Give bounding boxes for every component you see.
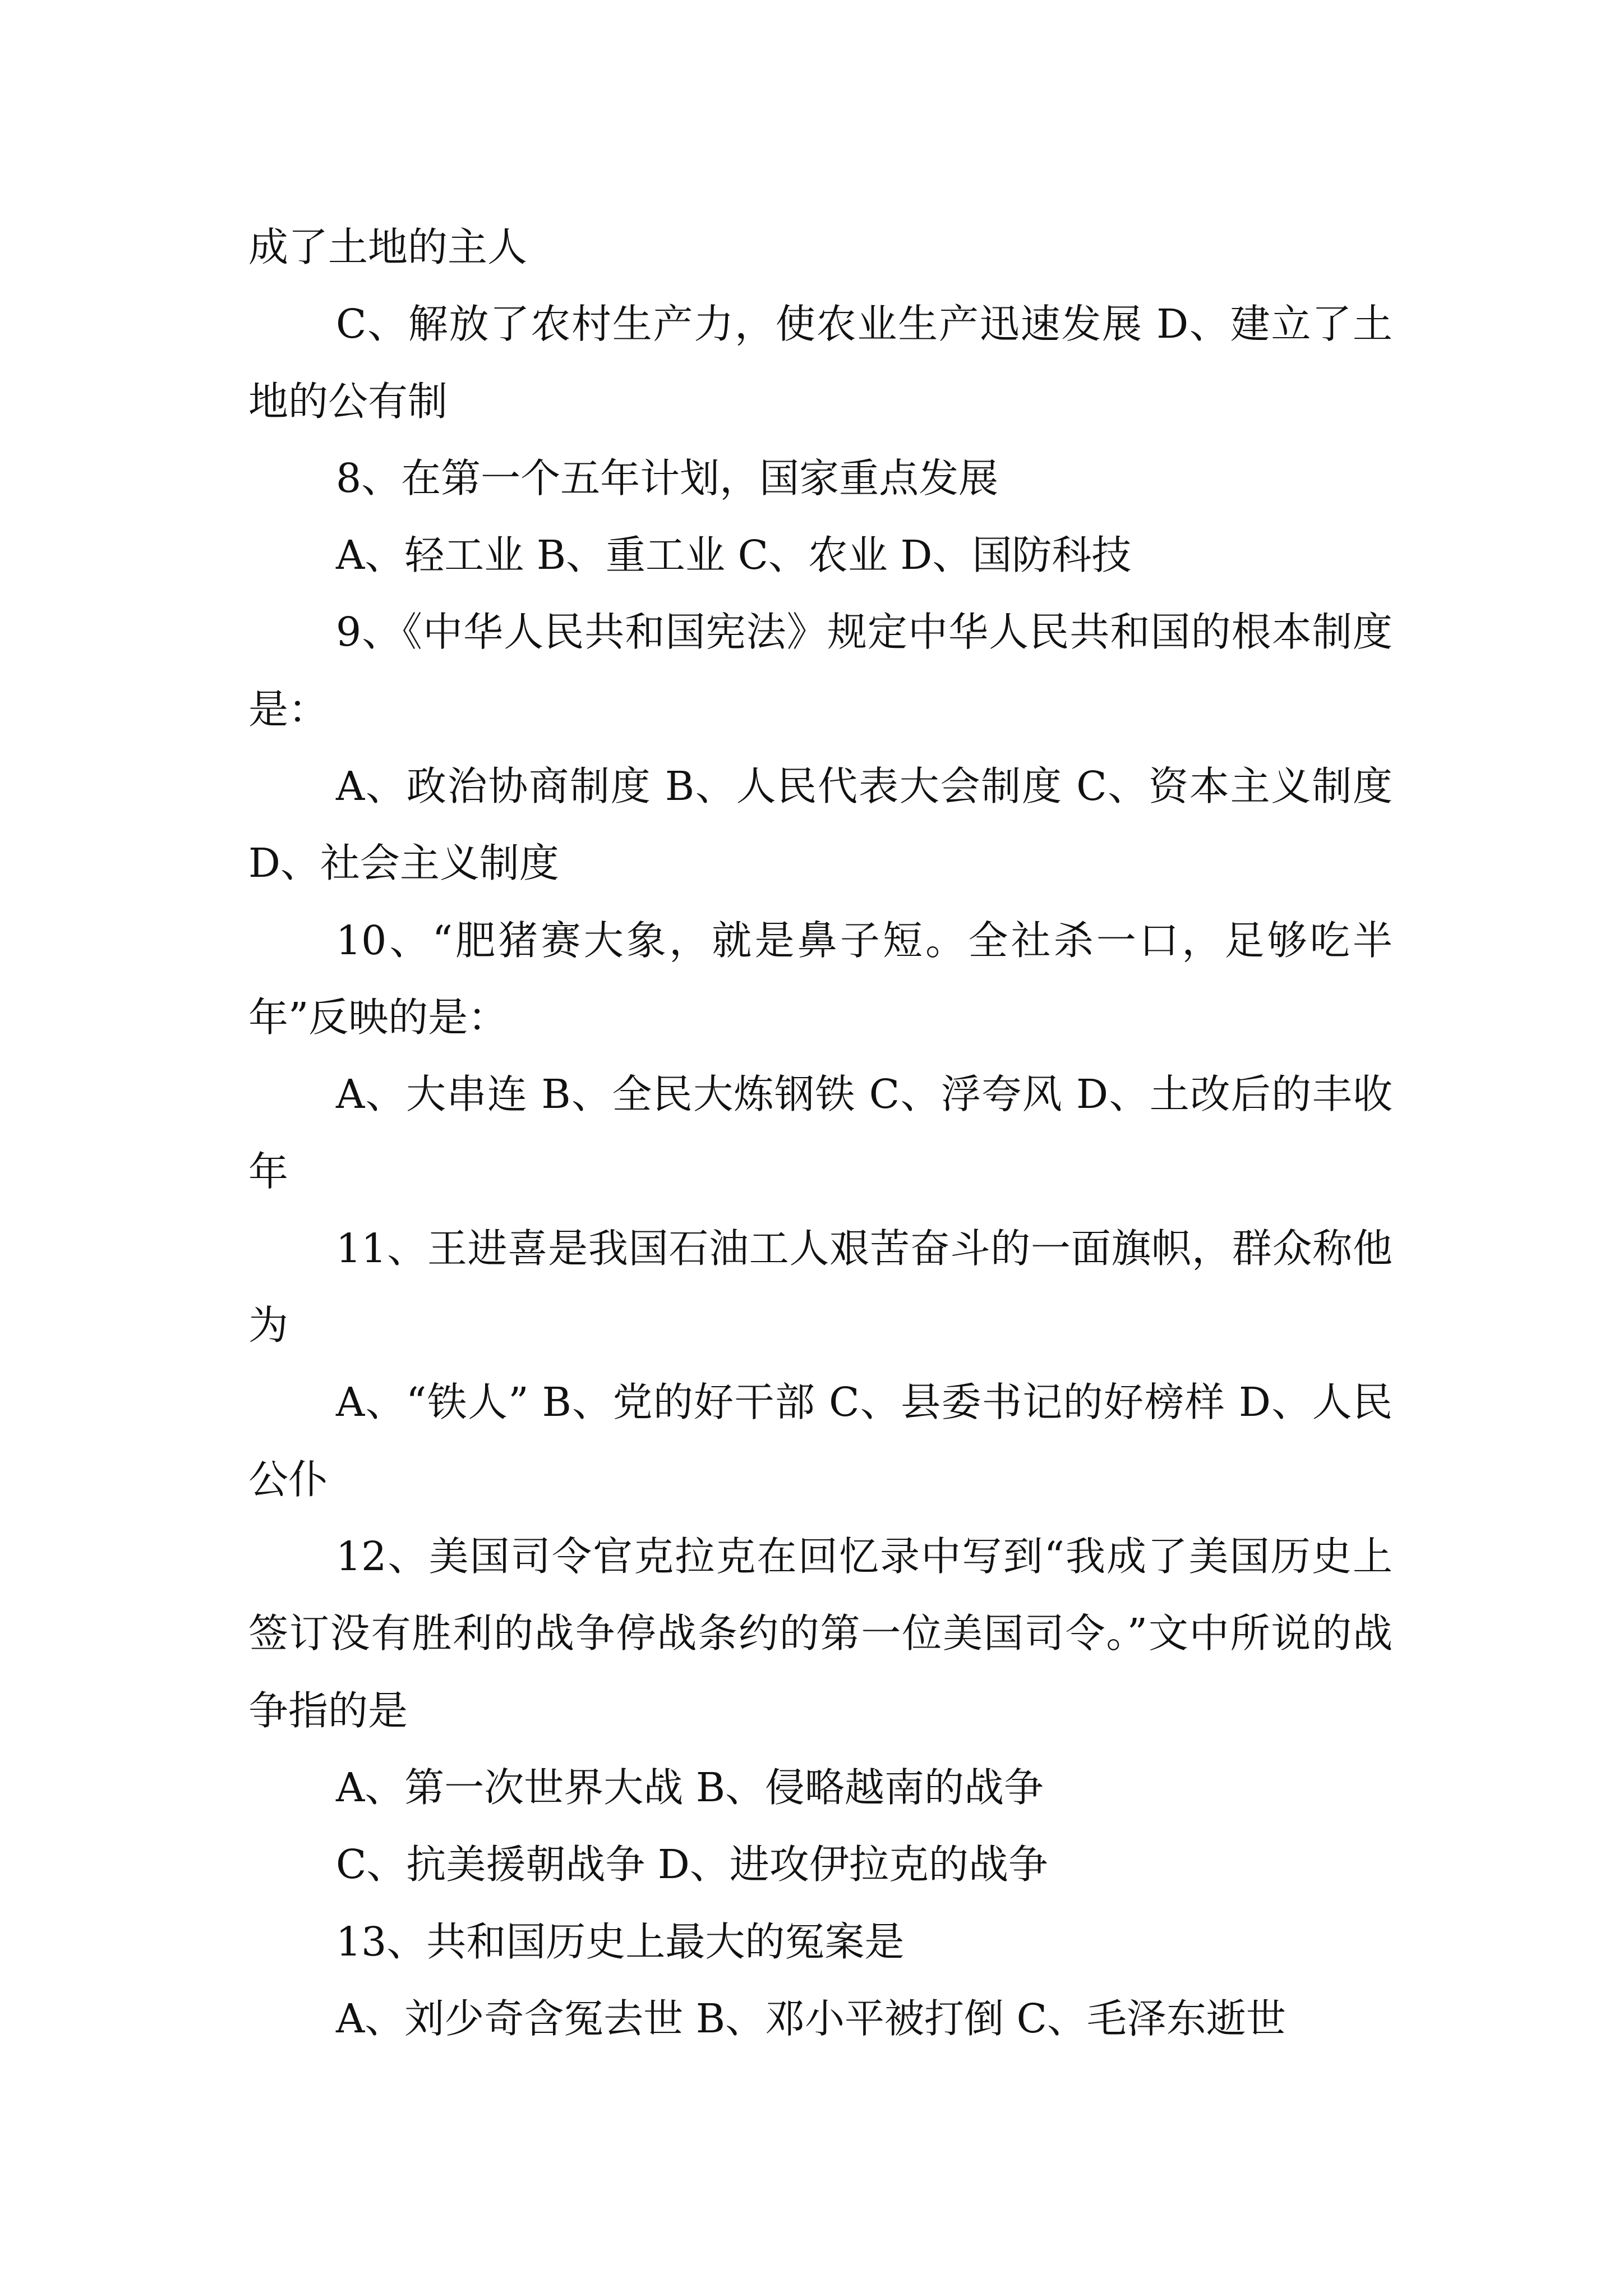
question-9-options: A、政治协商制度 B、人民代表大会制度 C、资本主义制度 D、社会主义制度 [248, 763, 1393, 887]
question-13: 13、共和国历史上最大的冤案是 [336, 1918, 905, 1965]
question-12-options-cd: C、抗美援朝战争 D、进攻伊拉克的战争 [336, 1841, 1048, 1888]
question-12-options-ab: A、第一次世界大战 B、侵略越南的战争 [336, 1764, 1044, 1811]
question-12: 12、美国司令官克拉克在回忆录中写到“我成了美国历史上签订没有胜利的战争停战条约的第一位美国司令。”文中所说的战争指的是 [248, 1533, 1393, 1734]
question-8-options: A、轻工业 B、重工业 C、农业 D、国防科技 [336, 532, 1132, 579]
document-body [248, 209, 1393, 2057]
question-13-options: A、刘少奇含冤去世 B、邓小平被打倒 C、毛泽东逝世 [336, 1995, 1286, 2042]
question-9: 9、《中华人民共和国宪法》规定中华人民共和国的根本制度是： [248, 609, 1393, 733]
question-8: 8、在第一个五年计划，国家重点发展 [336, 454, 999, 501]
question-7-options-cd: C、解放了农村生产力，使农业生产迅速发展 D、建立了土地的公有制 [248, 301, 1393, 425]
question-10: 10、“肥猪赛大象，就是鼻子短。全社杀一口，足够吃半年”反映的是： [248, 917, 1393, 1041]
question-11: 11、王进喜是我国石油工人艰苦奋斗的一面旗帜，群众称他为 [248, 1225, 1393, 1349]
question-11-options: A、“铁人” B、党的好干部 C、县委书记的好榜样 D、人民公仆 [248, 1379, 1393, 1503]
paragraph-continuation: 成了土地的主人 [248, 224, 528, 270]
question-10-options: A、大串连 B、全民大炼钢铁 C、浮夸风 D、土改后的丰收年 [248, 1071, 1393, 1195]
